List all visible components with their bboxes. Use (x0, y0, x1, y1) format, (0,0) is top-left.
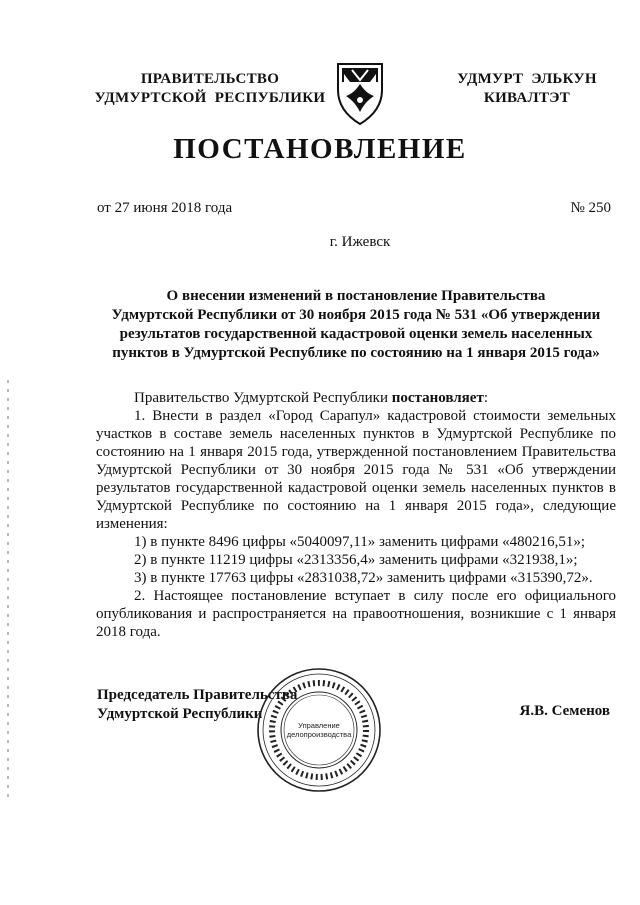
header-left (84, 70, 336, 108)
list-item: 2) в пункте 11219 цифры «2313356,4» заменить цифрами «321938,1»; (134, 552, 578, 568)
document-body (96, 389, 616, 641)
scan-edge-dots (7, 380, 9, 800)
signatory-name: Я.В. Семенов (519, 703, 610, 719)
intro-paragraph (96, 389, 616, 407)
document-title: ПОСТАНОВЛЕНИЕ (173, 133, 467, 165)
subject-line: результатов государственной кадастровой оценки земель населенных (119, 326, 593, 342)
header-right-line2: КИВАЛТЭТ (483, 90, 571, 106)
document-date: от 27 июня 2018 года (97, 200, 233, 216)
document-subject (96, 287, 616, 363)
coat-of-arms-icon (330, 60, 390, 126)
intro-colon: : (483, 390, 488, 406)
stamp-line1: Управление (298, 721, 340, 730)
intro-verb: постановляет (391, 390, 484, 406)
paragraph-2: 2. Настоящее постановление вступает в силу после его официального опубликования и распространяется на правоотношения, возникшие с 1 января 2018 года. (96, 588, 616, 640)
header-left-line2: УДМУРТСКОЙ РЕСПУБЛИКИ (94, 90, 326, 106)
document-city: г. Ижевск (329, 234, 391, 250)
header-left-line1: ПРАВИТЕЛЬСТВО (140, 71, 280, 87)
stamp-line2: делопроизводства (286, 730, 352, 739)
subject-line: пунктов в Удмуртской Республике по состоянию на 1 января 2015 года» (112, 345, 600, 361)
document-number: № 250 (570, 200, 611, 216)
signatory-position-line1: Председатель Правительства (97, 687, 298, 703)
intro-text: Правительство Удмуртской Республики (134, 390, 392, 406)
paragraph-1: 1. Внести в раздел «Город Сарапул» кадастровой стоимости земельных участков в составе земель населенных пунктов в Удмуртской Республике по состоянию на 1 января 2015 года, утвержденной постановлением Правительства Удмуртской Республики от 30 ноября 2015 года № 531 «Об утверждении результатов государственной кадастровой оценки земель населенных пунктов в Удмуртской Республике по состоянию на 1 января 2015 года», следующие изменения: (96, 408, 616, 532)
list-item: 1) в пункте 8496 цифры «5040097,11» заменить цифрами «480216,51»; (134, 534, 586, 550)
subject-line: О внесении изменений в постановление Правительства (166, 288, 546, 304)
subject-line: Удмуртской Республики от 30 ноября 2015 года № 531 «Об утверждении (111, 307, 601, 323)
list-item: 3) в пункте 17763 цифры «2831038,72» заменить цифрами «315390,72». (134, 570, 593, 586)
header-right-line1: УДМУРТ ЭЛЬКУН (457, 71, 597, 87)
header-right (442, 70, 612, 108)
signatory-position-line2: Удмуртской Республики (97, 706, 263, 722)
stamp-center-text (255, 666, 383, 794)
